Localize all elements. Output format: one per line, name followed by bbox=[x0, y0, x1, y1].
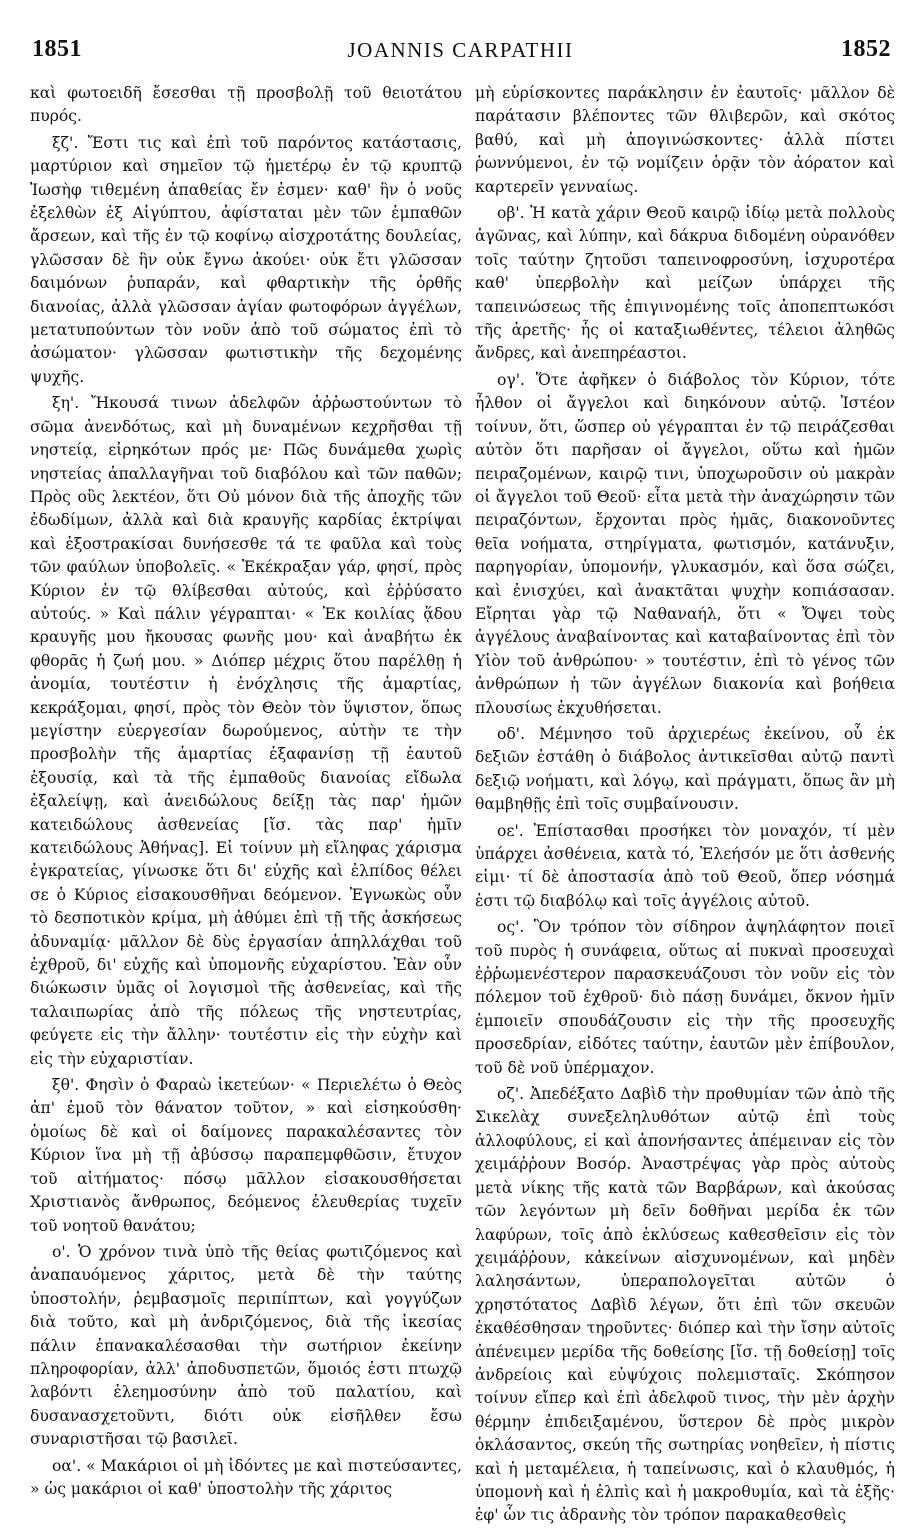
paragraph: οβ'. Ἡ κατὰ χάριν Θεοῦ καιρῷ ἰδίῳ μετὰ πολλοὺς ἀγῶνας, καὶ λύπην, καὶ δάκρυα διδομένη οὐρανόθεν τοῖς ταύτην ζητοῦσι ταπεινοφροσύνη, ἰσχυροτέρα καθ' ὑπερβολὴν καὶ μείζων ὑπάρχει τῆς ταπεινώσεως τῆς ἐπιγινομένης τοῖς ἀποπεπτωκόσι τῆς ἀρετῆς· ἧς οἱ καταξιωθέντες, τέλειοι ἀληθῶς ἄνδρες, καὶ ἀνεπηρέαστοι. bbox=[475, 204, 895, 363]
paragraph: οε'. Ἐπίστασθαι προσήκει τὸν μοναχόν, τί μὲν ὑπάρχει ἀσθένεια, κατὰ τό, Ἐλεήσόν με ὅτι ἀσθενής εἰμι· τί δὲ ἀποστασία ἀπὸ τοῦ Θεοῦ, ὅπερ νόσημά ἐστι τῷ διαβόλῳ καὶ τοῖς ἀγγέλοις αὐτοῦ. bbox=[475, 821, 895, 910]
paragraph: ος'. Ὃν τρόπον τὸν σίδηρον ἀψηλάφητον ποιεῖ τοῦ πυρὸς ἡ συνάφεια, οὕτως αἱ πυκναὶ προσευχαὶ ἐῤῥωμενέστερον παρασκευάζουσι τὸν νοῦν εἰς τὸν πόλεμον τοῦ ἐχθροῦ· διὸ πάσῃ δυνάμει, ὄκνον ἡμῖν ἐμποιεῖν σπουδάζουσιν εἰς τὴν τῆς προσευχῆς προσεδρίαν, εἰδότες ταύτην, ἑαυτῶν μὲν ἐπίβουλον, τοῦ δὲ νοῦ ὑπέρμαχον. bbox=[475, 918, 895, 1077]
paragraph: καὶ φωτοειδῆ ἔσεσθαι τῇ προσβολῇ τοῦ θειοτάτου πυρός. bbox=[30, 84, 462, 126]
right-column-number: 1852 bbox=[841, 36, 891, 62]
paragraph: οα'. « Μακάριοι οἱ μὴ ἰδόντες με καὶ πιστεύσαντες, » ὡς μακάριοι οἱ καθ' ὑποστολὴν τῆς χάριτος bbox=[30, 1456, 462, 1498]
paragraph: οδ'. Μέμνησο τοῦ ἀρχιερέως ἐκείνου, οὗ ἐκ δεξιῶν ἐστάθη ὁ διάβολος ἀντικεῖσθαι αὐτῷ παντὶ δεξιῷ νοήματι, καὶ λόγῳ, καὶ πράγματι, ὅπως ἂν μὴ θαμβηθῇς ἐπὶ τοῖς συμβαίνουσιν. bbox=[475, 724, 895, 814]
page-header bbox=[30, 36, 891, 70]
right-text-column bbox=[475, 82, 895, 1532]
paragraph: ο'. Ὁ χρόνον τινὰ ὑπὸ τῆς θείας φωτιζόμενος καὶ ἀναπαυόμενος χάριτος, μετὰ δὲ τὴν ταύτης ὑποστολήν, ῥεμβασμοῖς περιπίπτων, καὶ γογγύζων διὰ τοῦτο, καὶ μὴ ἀνδριζόμενος, διὰ τῆς ἱκεσίας πάλιν ἐπανακαλέσασθαι τὴν σωτήριον ἐκείνην πληροφορίαν, ἀλλ' ἀποδυσπετῶν, ὅμοιός ἐστι πτωχῷ λαβόντι ἐλεημοσύνην ἀπὸ τοῦ παλατίου, καὶ δυσανασχετοῦντι, διότι οὐκ εἰσῆλθεν ἔσω συναριστῆσαι τῷ βασιλεῖ. bbox=[30, 1242, 462, 1449]
left-text-column bbox=[30, 82, 462, 1532]
paragraph: μὴ εὑρίσκοντες παράκλησιν ἐν ἑαυτοῖς· μᾶλλον δὲ παράτασιν βλέποντες τῶν θλιβερῶν, καὶ σκότος βαθύ, καὶ μὴ ἀπογινώσκοντες· ἀλλὰ πίστει ῥωννύμενοι, ἐν τῷ νομίζειν ὁρᾷν τὸν ἀόρατον καὶ καρτερεῖν γενναίως. bbox=[475, 84, 895, 196]
paragraph: ξη'. Ἤκουσά τινων ἀδελφῶν ἀῤῥωστούντων τὸ σῶμα ἀνενδότως, καὶ μὴ δυναμένων κεχρῆσθαι τῇ νηστείᾳ, εἰρηκότων πρός με· Πῶς δυνάμεθα χωρὶς νηστείας ἀπαλλαγῆναι τοῦ διαβόλου καὶ τῶν παθῶν; Πρὸς οὓς λεκτέον, ὅτι Οὐ μόνον διὰ τῆς ἀποχῆς τῶν ἐδωδίμων, ἀλλὰ καὶ διὰ κραυγῆς καρδίας ἐκτρίψαι καὶ ἐξοστρακίσαι δυνήσεσθε τά τε φαῦλα καὶ τοὺς τῶν φαύλων ὑποβολεῖς. « Ἐκέκραξαν γάρ, φησί, πρὸς Κύριον ἐν τῷ θλίβεσθαι αὐτούς, καὶ ἐῤῥύσατο αὐτούς. » Καὶ πάλιν γέγραπται· « Ἐκ κοιλίας ᾅδου κραυγῆς μου ἤκουσας φωνῆς μου· καὶ ἀναβήτω ἐκ φθορᾶς ἡ ζωή μου. » Διόπερ μέχρις ὅτου παρέλθῃ ἡ ἀνομία, τουτέστιν ἡ ἐνόχλησις τῆς ἁμαρτίας, κεκράξομαι, φησί, πρὸς τὸν Θεὸν τὸν ὕψιστον, ὅπως μεγίστην εὐεργεσίαν δωρούμενος, αὐτὴν τε τὴν προσβολὴν τῆς ἁμαρτίας ἐξαφανίσῃ τῇ ἑαυτοῦ ἐξουσίᾳ, καὶ τὰ τῆς ἐμπαθοῦς διανοίας εἴδωλα ἐξαλείψῃ, καὶ ἀνειδώλους δείξῃ τὰς παρ' ἡμῶν κατειδώλους ἀσθενείας [ἴσ. τὰς παρ' ἡμῖν κατειδώλους Ἀθήνας]. Εἰ τοίνυν μὴ εἴληφας χάρισμα ἐγκρατείας, γίνωσκε ὅτι δι' εὐχῆς καὶ ἐλπίδος θέλει σε ὁ Κύριος εἰσακουσθῆναι δεόμενον. Ἐγνωκὼς οὖν τὸ δεσποτικὸν κρίμα, μὴ ἀθύμει ἐπὶ τῇ τῆς ἀσκήσεως ἀδυναμίᾳ· μᾶλλον δὲ δὺς ἐργασίαν ἀπηλλάχθαι τοῦ ἐχθροῦ, δι' εὐχῆς καὶ ὑπομονῆς εὐχαρίστου. Ἐὰν οὖν διώκωσιν ὑμᾶς οἱ λογισμοὶ τῆς ἀσθενείας, καὶ τῆς ταλαιπωρίας ἀπὸ τῆς πόλεως τῆς νηστευτρίας, φεύγετε εἰς τὴν ἄλλην· τουτέστιν εἰς τὴν εὐχὴν καὶ εἰς τὴν εὐχαριστίαν. bbox=[30, 394, 462, 1068]
paragraph: οζ'. Ἀπεδέξατο Δαβὶδ τὴν προθυμίαν τῶν ἀπὸ τῆς Σικελὰχ συνεξεληλυθότων αὐτῷ ἐπὶ τοὺς ἀλλοφύλους, εἰ καὶ ἀπονήσαντες ἀπέμειναν εἰς τὸν χειμάῤῥουν Βοσόρ. Ἀναστρέψας γὰρ πρὸς αὐτοὺς μετὰ νίκης τῆς κατὰ τῶν Βαρβάρων, καὶ ἀκούσας τῶν λεγόντων μὴ δεῖν δοθῆναι μερίδα ἐκ τῶν λαφύρων, τοῖς ἀπὸ ἐκλύσεως καθεσθεῖσιν εἰς τὸν χειμάῤῥουν, κἀκείνων αἰσχυνομένων, καὶ μηδὲν λαλησάντων, ὑπεραπολογεῖται αὐτῶν ὁ χρηστότατος Δαβὶδ λέγων, ὅτι ἐπὶ τῶν σκευῶν ἐκαθέσθησαν τηροῦντες· διόπερ καὶ τὴν ἴσην αὐτοῖς ἀπένειμεν μερίδα τῆς δοθείσης [ἴσ. τῇ δοθείσῃ] τοῖς ἀνδρείοις καὶ εὐψύχοις πολεμισταῖς. Σκόπησον τοίνυν εἴπερ καὶ ἐπὶ ἀδελφοῦ τινος, τὴν μὲν ἀρχὴν θέρμην ἐπιδειξαμένου, ὕστερον δὲ πρὸς μικρὸν ὀκλάσαντος, σκεύη τῆς σωτηρίας νοηθεῖεν, ἡ πίστις καὶ ἡ μεταμέλεια, ἡ ταπείνωσις, καὶ ὁ κλαυθμός, ἡ ὑπομονὴ καὶ ἡ ἐλπὶς καὶ ἡ μακροθυμία, καὶ τὰ ἑξῆς· ἐφ' ὧν τις ἀδρανὴς τὸν τρόπον παρακαθεσθεὶς bbox=[475, 1085, 895, 1525]
paragraph: ογ'. Ὅτε ἀφῆκεν ὁ διάβολος τὸν Κύριον, τότε ἦλθον οἱ ἄγγελοι καὶ διηκόνουν αὐτῷ. Ἰστέον τοίνυν, ὅτι, ὥσπερ οὐ γέγραπται ἐν τῷ πειράζεσθαι αὐτὸν ὅτι παρῆσαν οἱ ἄγγελοι, οὕτω καὶ ἡμῶν πειραζομένων, καιρῷ τινι, ὑποχωροῦσιν οὐ μακρὰν οἱ ἄγγελοι τοῦ Θεοῦ· εἶτα μετὰ τὴν ἀναχώρησιν τῶν πειραζόντων, ἔρχονται πρὸς ἡμᾶς, διακονοῦντες θεῖα νοήματα, στηρίγματα, φωτισμόν, κατάνυξιν, παρηγορίαν, ὑπομονήν, γλυκασμόν, καὶ ὅσα σώζει, καὶ ἐνισχύει, καὶ ἀνακτᾶται ψυχὴν κοπιάσασαν. Εἴρηται γὰρ τῷ Ναθαναήλ, ὅτι « Ὄψει τοὺς ἀγγέλους ἀναβαίνοντας καὶ καταβαίνοντας ἐπὶ τὸν Υἱὸν τοῦ ἀνθρώπου· » τουτέστιν, ἐπὶ τὸ γένος τῶν ἀνθρώπων ἡ τῶν ἀγγέλων διακονία καὶ βοήθεια πλουσίως ἐκχυθήσεται. bbox=[475, 370, 895, 717]
paragraph: ξζ'. Ἔστι τις καὶ ἐπὶ τοῦ παρόντος κατάστασις, μαρτύριον καὶ σημεῖον τῷ ἡμετέρῳ ἐν τῷ κρυπτῷ Ἰωσὴφ τιθεμένη ἀπαθείας ἔν ἐσμεν· καθ' ἣν ὁ νοῦς ἐξελθὼν ἐξ Αἰγύπτου, ἀφίσταται μὲν τῶν ἐμπαθῶν ἄρσεων, καὶ τῆς ἐν τῷ κοφίνῳ αἰσχροτάτης δουλείας, γλῶσσαν δὲ ἣν οὐκ ἔγνω ἀκούει· οὐκ ἔτι γλῶσσαν δαιμόνων ῥυπαράν, καὶ φθαρτικὴν τῆς ὀρθῆς διανοίας, ἀλλὰ γλῶσσαν ἁγίαν φωτοφόρων ἀγγέλων, μετατυπούντων τὸν νοῦν ἀπὸ τοῦ σώματος ἐπὶ τὸ ἀσώματον· γλῶσσαν φωτιστικὴν τῆς δεχομένης ψυχῆς. bbox=[30, 133, 462, 386]
running-title: JOANNIS CARPATHII bbox=[347, 38, 574, 62]
paragraph: ξθ'. Φησὶν ὁ Φαραὼ ἱκετεύων· « Περιελέτω ὁ Θεὸς ἀπ' ἐμοῦ τὸν θάνατον τοῦτον, » καὶ εἰσηκούσθη· ὁμοίως δὲ καὶ οἱ δαίμονες παρακαλέσαντες τὸν Κύριον ἵνα μὴ τῇ ἀβύσσῳ παραπεμφθῶσιν, ἔτυχον τοῦ αἰτήματος· πόσῳ μᾶλλον εἰσακουσθήσεται Χριστιανὸς ἄνθρωπος, δεόμενος ἐλευθερίας τυχεῖν τοῦ νοητοῦ θανάτου; bbox=[30, 1076, 462, 1235]
left-column-number: 1851 bbox=[32, 36, 82, 62]
